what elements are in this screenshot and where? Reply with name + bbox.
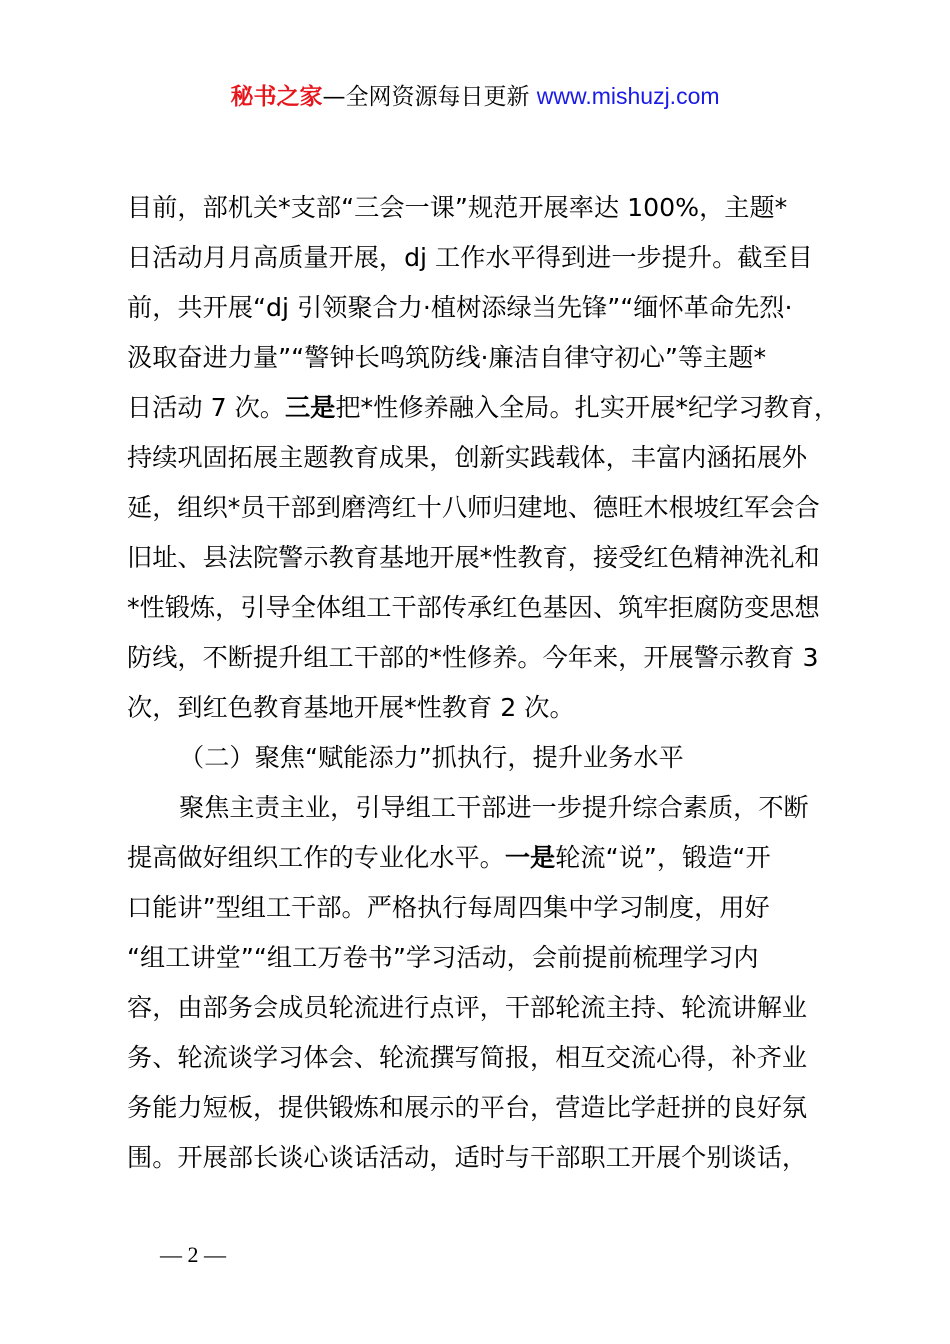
bold-marker: 三是 [284,393,336,422]
text-line: 旧址、县法院警示教育基地开展*性教育，接受红色精神洗礼和 [127,543,820,572]
text-line: 汲取奋进力量”“警钟长鸣筑防线·廉洁自律守初心”等主题* [127,343,767,372]
text-line: 防线，不断提升组工干部的*性修养。今年来，开展警示教育 3 [127,643,819,672]
text-run: 把*性修养融入全局。扎实开展*纪学习教育， [335,393,840,422]
text-run: 提高做好组织工作的专业化水平。 [127,843,505,872]
text-line: 务能力短板，提供锻炼和展示的平台，营造比学赶拼的良好氛 [127,1093,808,1122]
site-header [0,80,950,113]
text-line: 次，到红色教育基地开展*性教育 2 次。 [127,693,575,722]
page-number: — 2 — [160,1242,226,1267]
document-body [127,183,839,1183]
text-line [127,383,839,433]
site-url-link[interactable]: www.mishuzj.com [536,83,720,109]
text-line: 前，共开展“dj 引领聚合力·植树添绿当先锋”“缅怀革命先烈· [127,293,793,322]
text-line: 延，组织*员干部到磨湾红十八师归建地、德旺木根坡红军会合 [127,493,820,522]
text-run: 日活动 7 次。 [127,393,285,422]
text-line: 容，由部务会成员轮流进行点评，干部轮流主持、轮流讲解业 [127,993,808,1022]
text-line: 持续巩固拓展主题教育成果，创新实践载体，丰富内涵拓展外 [127,443,808,472]
text-line: 口能讲”型组工干部。严格执行每周四集中学习制度，用好 [127,893,770,922]
text-line [127,833,839,883]
bold-marker: 一是 [504,843,556,872]
section-heading: （二）聚焦“赋能添力”抓执行，提升业务水平 [179,743,684,772]
text-line: 日活动月月高质量开展，dj 工作水平得到进一步提升。截至目 [127,243,813,272]
site-brand: 秘书之家 [230,84,323,110]
text-line: 目前，部机关*支部“三会一课”规范开展率达 100%，主题* [127,193,788,222]
site-slogan: —全网资源每日更新 [322,84,537,110]
text-line: *性锻炼，引导全体组工干部传承红色基因、筑牢拒腐防变思想 [127,593,820,622]
text-line: 务、轮流谈学习体会、轮流撰写简报，相互交流心得，补齐业 [127,1043,808,1072]
text-line: “组工讲堂”“组工万卷书”学习活动，会前提前梳理学习内 [127,943,759,972]
text-line: 聚焦主责主业，引导组工干部进一步提升综合素质，不断 [179,793,809,822]
text-run: 轮流“说”，锻造“开 [555,843,771,872]
text-line: 围。开展部长谈心谈话活动，适时与干部职工开展个别谈话， [127,1143,808,1172]
